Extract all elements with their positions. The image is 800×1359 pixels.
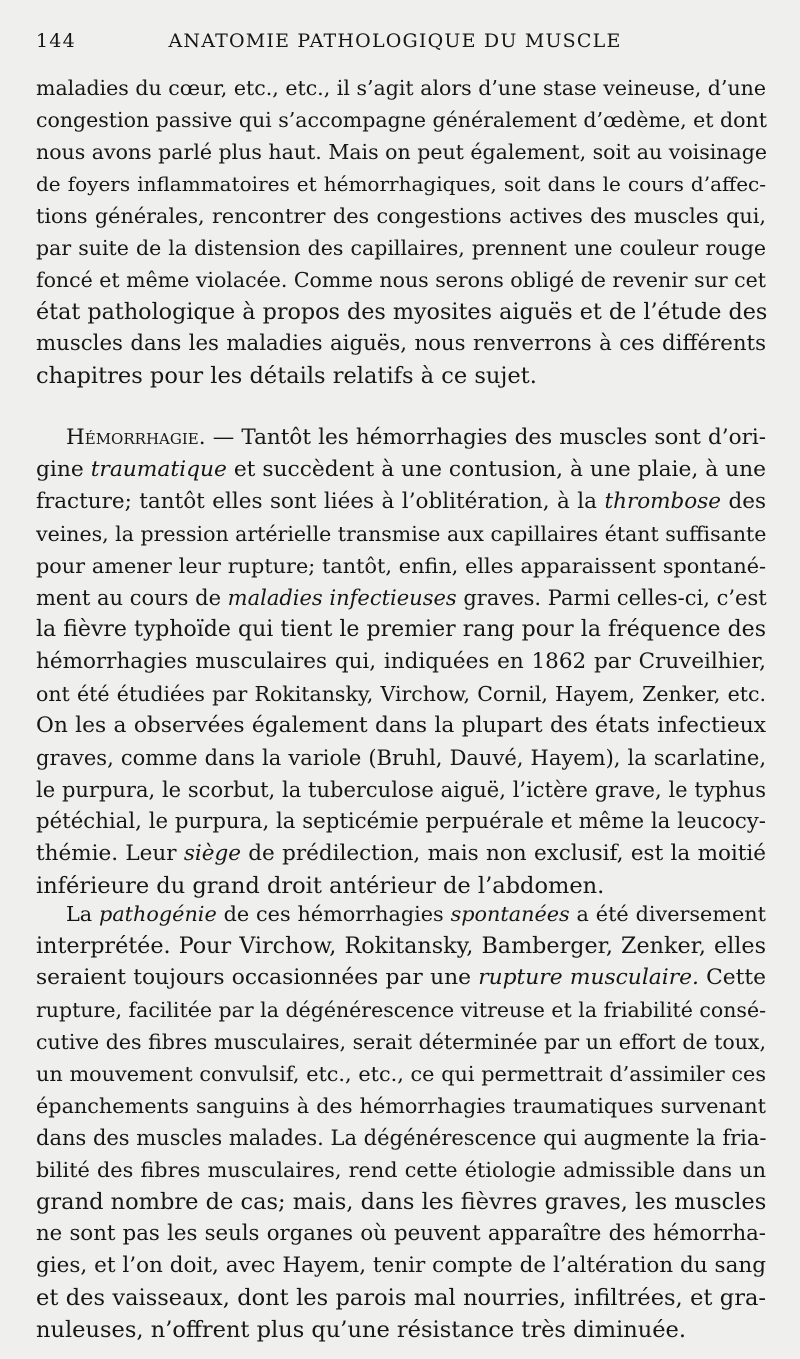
text-span: La xyxy=(66,902,100,926)
text-line xyxy=(36,422,766,454)
text-span: — Tantôt les hémorrhagies des muscles sont d’ori- xyxy=(205,425,766,450)
text-span: a été diversement xyxy=(569,902,766,926)
text-line xyxy=(36,838,766,870)
text-line: inférieure du grand droit antérieur de l’abdomen. xyxy=(36,873,605,899)
text-line xyxy=(36,454,766,486)
text-line: gies, et l’on doit, avec Hayem, tenir compte de l’altération du sang xyxy=(36,1253,766,1278)
italic-term: rupture musculaire. xyxy=(478,965,699,990)
text-line: interprétée. Pour Virchow, Rokitansky, Bamberger, Zenker, elles xyxy=(36,933,766,959)
text-line: chapitres pour les détails relatifs à ce sujet. xyxy=(36,363,537,389)
italic-term: spontanées xyxy=(450,902,570,926)
text-span: des xyxy=(721,489,766,514)
text-span: gine xyxy=(36,457,91,482)
text-line: ne sont pas les seuls organes où peuvent apparaître des hémorrha- xyxy=(36,1221,766,1246)
text-line: grand nombre de cas; mais, dans les fièvres graves, les muscles xyxy=(36,1189,767,1215)
text-line: veines, la pression artérielle transmise aux capillaires étant suffisante xyxy=(36,522,767,546)
text-line: tions générales, rencontrer des congestions actives des muscles qui, xyxy=(36,204,766,228)
text-line xyxy=(36,486,766,518)
text-line: de foyers inflammatoires et hémorrhagiques, soit dans le cours d’affec- xyxy=(36,172,766,196)
text-line: hémorrhagies musculaires qui, indiquées en 1862 par Cruveilhier, xyxy=(36,649,766,674)
text-line: état pathologique à propos des myosites aiguës et de l’étude des xyxy=(36,299,768,325)
text-line: dans des muscles malades. La dégénérescence qui augmente la fria- xyxy=(36,1126,767,1150)
italic-term: pathogénie xyxy=(99,902,217,926)
text-line: nous avons parlé plus haut. Mais on peut également, soit au voisinage xyxy=(36,140,767,164)
text-span: graves. Parmi celles-ci, c’est xyxy=(456,586,767,610)
text-line: bilité des fibres musculaires, rend cette étiologie admissible dans un xyxy=(36,1158,766,1182)
text-span: Cette xyxy=(698,965,767,990)
text-span: ment au cours de xyxy=(36,586,228,610)
text-line: nuleuses, n’offrent plus qu’une résistance très diminuée. xyxy=(36,1317,686,1343)
page-number: 144 xyxy=(36,30,76,52)
text-line xyxy=(36,898,766,930)
italic-term: siège xyxy=(183,841,241,866)
text-span: seraient toujours occasionnées par une xyxy=(36,965,479,990)
italic-term: thrombose xyxy=(604,489,722,514)
text-span: de ces hémorrhagies xyxy=(216,902,451,926)
text-line: foncé et même violacée. Comme nous serons obligé de revenir sur cet xyxy=(36,268,766,292)
text-span: fracture; tantôt elles sont liées à l’oblitération, à la xyxy=(36,489,605,514)
text-line: graves, comme dans la variole (Bruhl, Dauvé, Hayem), la scarlatine, xyxy=(36,746,766,770)
text-line: pour amener leur rupture; tantôt, enfin, elles apparaissent spontané- xyxy=(36,554,766,578)
text-line: cutive des fibres musculaires, serait déterminée par un effort de toux, xyxy=(36,1030,766,1054)
text-line: rupture, facilitée par la dégénérescence vitreuse et la friabilité consé- xyxy=(36,998,767,1022)
text-line: la fièvre typhoïde qui tient le premier rang pour la fréquence des xyxy=(36,617,766,642)
text-line: pétéchial, le purpura, la septicémie perpuérale et même la leucocy- xyxy=(36,809,766,834)
text-span: et succèdent à une contusion, à une plaie, à une xyxy=(226,457,766,482)
italic-term: traumatique xyxy=(90,457,227,482)
running-title: ANATOMIE PATHOLOGIQUE DU MUSCLE xyxy=(168,30,622,52)
text-line: le purpura, le scorbut, la tuberculose aiguë, l’ictère grave, le typhus xyxy=(36,778,766,802)
italic-term: maladies infectieuses xyxy=(227,586,457,610)
text-line: épanchements sanguins à des hémorrhagies traumatiques survenant xyxy=(36,1094,766,1118)
text-line: un mouvement convulsif, etc., etc., ce qui permettrait d’assimiler ces xyxy=(36,1062,766,1086)
text-span: thémie. Leur xyxy=(36,841,184,866)
text-line xyxy=(36,962,766,994)
text-line: et des vaisseaux, dont les parois mal nourries, infiltrées, et gra- xyxy=(36,1285,766,1311)
text-line xyxy=(36,582,766,614)
text-line: On les a observées également dans la plupart des états infectieux xyxy=(36,713,766,738)
text-line: muscles dans les maladies aiguës, nous renverrons à ces différents xyxy=(36,331,766,356)
section-heading: Hémorrhagie. xyxy=(66,425,206,450)
text-span: de prédilection, mais non exclusif, est la moitié xyxy=(240,841,767,866)
text-line: par suite de la distension des capillaires, prennent une couleur rouge xyxy=(36,236,766,260)
page-header xyxy=(36,30,754,58)
text-line: ont été étudiées par Rokitansky, Virchow, Cornil, Hayem, Zenker, etc. xyxy=(36,682,766,706)
text-line: maladies du cœur, etc., etc., il s’agit alors d’une stase veineuse, d’une xyxy=(36,76,766,100)
text-line: congestion passive qui s’accompagne généralement d’œdème, et dont xyxy=(36,108,767,132)
